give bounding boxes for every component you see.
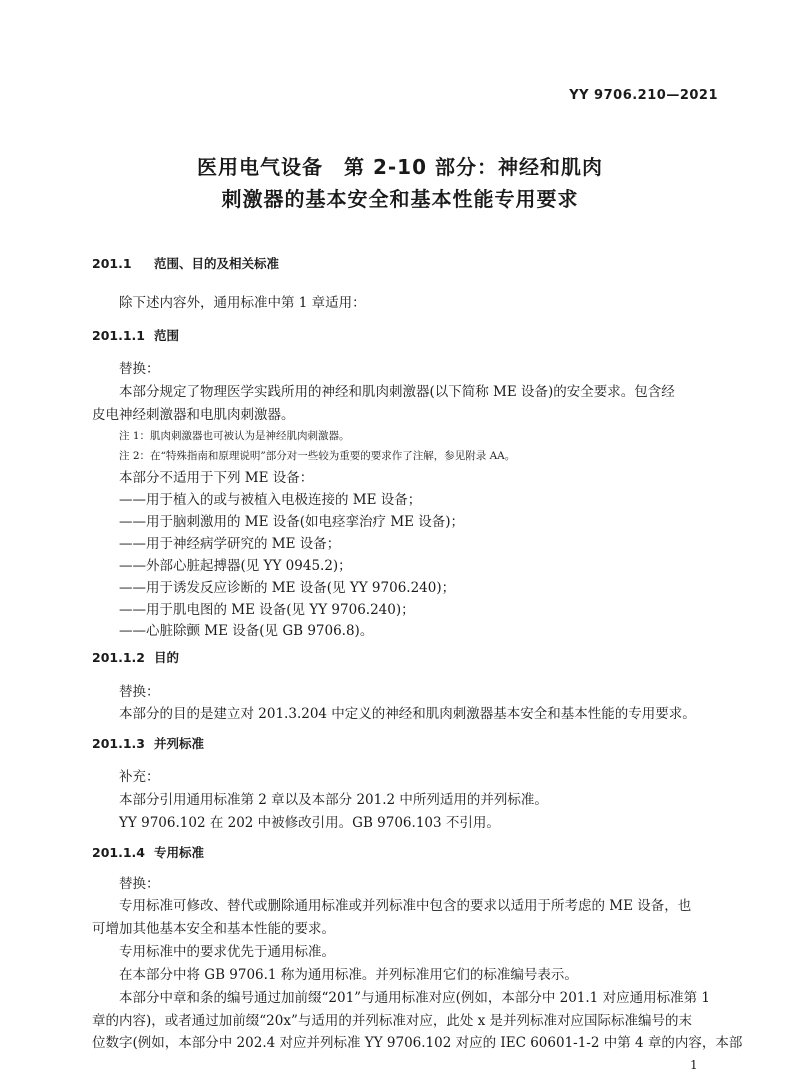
paragraph: 在本部分中将 GB 9706.1 称为通用标准。并列标准用它们的标准编号表示。 <box>119 967 578 983</box>
section-title: 范围、目的及相关标准 <box>154 256 280 271</box>
list-item: ——用于植入的或与被植入电极连接的 ME 设备； <box>119 492 422 508</box>
paragraph: 专用标准中的要求优先于通用标准。 <box>119 944 335 960</box>
section-title: 并列标准 <box>154 736 205 751</box>
paragraph: 本部分不适用于下列 ME 设备： <box>119 470 314 486</box>
paragraph: 本部分规定了物理医学实践所用的神经和肌肉刺激器(以下简称 ME 设备)的安全要求。包含经 <box>119 384 675 400</box>
replace-label: 替换： <box>119 684 160 700</box>
paragraph: 除下述内容外，通用标准中第 1 章适用： <box>119 295 366 311</box>
document-title-line2: 刺激器的基本安全和基本性能专用要求 <box>221 187 579 211</box>
section-title: 范围 <box>154 328 180 343</box>
list-item: ——外部心脏起搏器(见 YY 0945.2)； <box>119 558 352 574</box>
paragraph-continued: 位数字(例如，本部分中 202.4 对应并列标准 YY 9706.102 对应的 IEC 60601-1-2 中第 4 章的内容，本部 <box>92 1035 743 1051</box>
section-title: 专用标准 <box>154 845 205 860</box>
page-number: 1 <box>690 1058 698 1072</box>
note-2: 注 2：在“特殊指南和原理说明”部分对一些较为重要的要求作了注解，参见附录 AA。 <box>119 450 516 462</box>
section-number: 201.1.4 <box>92 845 145 860</box>
section-heading-201-1-1 <box>92 326 179 344</box>
list-item: ——用于神经病学研究的 ME 设备； <box>119 536 341 552</box>
section-title: 目的 <box>154 650 180 665</box>
paragraph: 本部分中章和条的编号通过加前缀“201”与通用标准对应(例如，本部分中 201.1 对应通用标准第 1 <box>119 990 710 1006</box>
list-item: ——用于诱发反应诊断的 ME 设备(见 YY 9706.240)； <box>119 580 456 596</box>
section-heading-201-1 <box>92 254 279 272</box>
paragraph: 本部分的目的是建立对 201.3.204 中定义的神经和肌肉刺激器基本安全和基本性能的专用要求。 <box>119 706 696 722</box>
section-heading-201-1-3 <box>92 734 204 752</box>
list-item: ——用于肌电图的 ME 设备(见 YY 9706.240)； <box>119 602 415 618</box>
paragraph: YY 9706.102 在 202 中被修改引用。GB 9706.103 不引用。 <box>119 815 500 831</box>
replace-label: 替换： <box>119 361 160 377</box>
section-heading-201-1-4 <box>92 843 204 861</box>
section-heading-201-1-2 <box>92 648 179 666</box>
paragraph-continued: 皮电神经刺激器和电肌肉刺激器。 <box>92 407 295 423</box>
standard-code: YY 9706.210—2021 <box>569 88 718 103</box>
section-number: 201.1.3 <box>92 736 145 751</box>
section-number: 201.1.2 <box>92 650 145 665</box>
paragraph-continued: 章的内容)，或者通过加前缀“20x”与适用的并列标准对应，此处 x 是并列标准对应国际标准编号的末 <box>92 1013 693 1029</box>
document-title-line1: 医用电气设备 第 2-10 部分：神经和肌肉 <box>197 155 603 179</box>
list-item: ——用于脑刺激用的 ME 设备(如电痉挛治疗 ME 设备)； <box>119 514 465 530</box>
paragraph: 本部分引用通用标准第 2 章以及本部分 201.2 中所列适用的并列标准。 <box>119 792 548 808</box>
replace-label: 替换： <box>119 876 160 892</box>
note-1: 注 1：肌肉刺激器也可被认为是神经肌肉刺激器。 <box>119 430 350 442</box>
list-item: ——心脏除颤 ME 设备(见 GB 9706.8)。 <box>119 623 374 639</box>
paragraph-continued: 可增加其他基本安全和基本性能的要求。 <box>92 921 335 937</box>
section-number: 201.1.1 <box>92 328 145 343</box>
section-number: 201.1 <box>92 256 132 271</box>
paragraph: 专用标准可修改、替代或删除通用标准或并列标准中包含的要求以适用于所考虑的 ME 设备，也 <box>119 898 692 914</box>
supplement-label: 补充： <box>119 769 160 785</box>
